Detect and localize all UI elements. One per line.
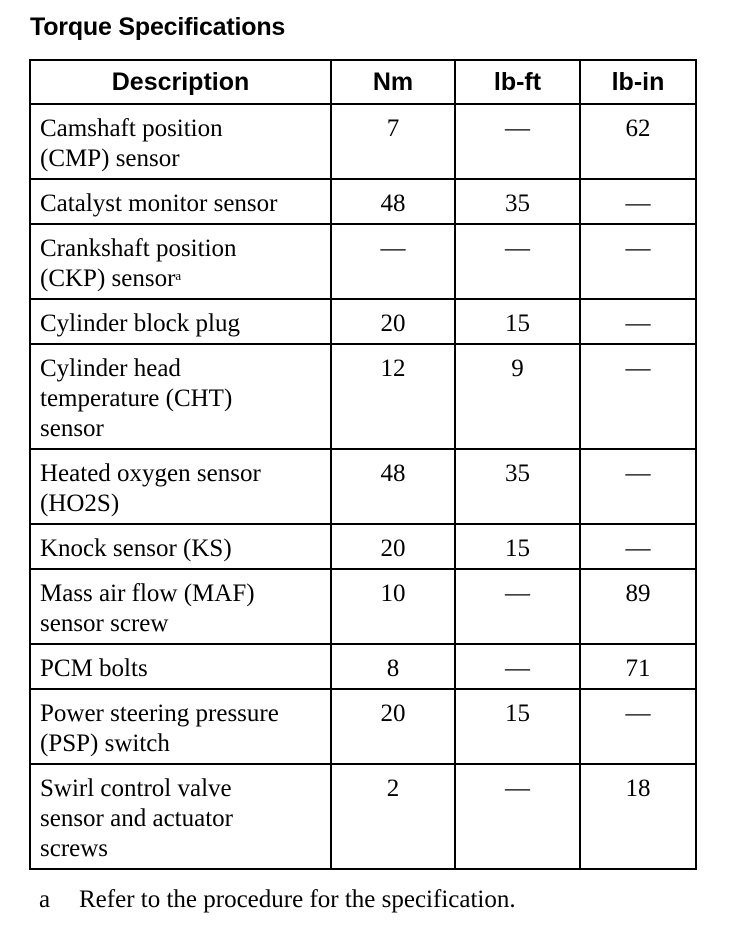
table-row xyxy=(30,299,696,344)
description-cell xyxy=(30,689,331,764)
description-cell xyxy=(30,344,331,449)
description-text: (CKP) sensor xyxy=(40,265,176,292)
table-row xyxy=(30,104,696,179)
description-text: Heated oxygen sensor xyxy=(40,460,261,487)
description-line xyxy=(40,609,326,639)
description-line xyxy=(40,189,326,219)
nm-cell: 48 xyxy=(331,449,455,524)
nm-cell: 10 xyxy=(331,569,455,644)
nm-cell: 8 xyxy=(331,644,455,689)
lbft-cell: 15 xyxy=(455,689,580,764)
table-row xyxy=(30,449,696,524)
description-line xyxy=(40,654,326,684)
description-line xyxy=(40,414,326,444)
description-line xyxy=(40,579,326,609)
column-header-nm: Nm xyxy=(331,60,455,104)
description-text: sensor xyxy=(40,415,104,442)
description-cell xyxy=(30,644,331,689)
description-text: Power steering pressure xyxy=(40,700,279,727)
description-line xyxy=(40,699,326,729)
table-row xyxy=(30,179,696,224)
table-row xyxy=(30,764,696,869)
description-line xyxy=(40,144,326,174)
description-text: Swirl control valve xyxy=(40,775,232,802)
column-header-lbft: lb-ft xyxy=(455,60,580,104)
lbin-cell: 71 xyxy=(580,644,696,689)
description-cell xyxy=(30,224,331,299)
lbft-cell: 9 xyxy=(455,344,580,449)
description-cell xyxy=(30,764,331,869)
description-line xyxy=(40,264,326,294)
lbft-cell: 35 xyxy=(455,179,580,224)
nm-cell: 2 xyxy=(331,764,455,869)
description-cell xyxy=(30,569,331,644)
description-line xyxy=(40,384,326,414)
column-header-description: Description xyxy=(30,60,331,104)
description-line xyxy=(40,489,326,519)
lbin-cell: 89 xyxy=(580,569,696,644)
lbin-cell: — xyxy=(580,689,696,764)
description-text: Mass air flow (MAF) xyxy=(40,580,255,607)
table-row xyxy=(30,224,696,299)
table-row xyxy=(30,689,696,764)
lbin-cell: — xyxy=(580,299,696,344)
lbft-cell: — xyxy=(455,224,580,299)
description-cell xyxy=(30,299,331,344)
description-text: Cylinder block plug xyxy=(40,310,240,337)
table-row xyxy=(30,644,696,689)
footnote xyxy=(39,886,516,914)
description-text: temperature (CHT) xyxy=(40,385,233,412)
lbin-cell: — xyxy=(580,449,696,524)
table-row xyxy=(30,524,696,569)
description-text: Cylinder head xyxy=(40,355,181,382)
lbin-cell: — xyxy=(580,344,696,449)
description-line xyxy=(40,114,326,144)
header-row xyxy=(30,60,696,104)
description-text: (PSP) switch xyxy=(40,730,170,757)
lbin-cell: — xyxy=(580,224,696,299)
lbft-cell: 35 xyxy=(455,449,580,524)
table-body xyxy=(30,104,696,869)
description-text: Crankshaft position xyxy=(40,235,237,262)
description-line xyxy=(40,534,326,564)
description-cell xyxy=(30,104,331,179)
nm-cell: — xyxy=(331,224,455,299)
description-text: sensor screw xyxy=(40,610,169,637)
lbft-cell: — xyxy=(455,104,580,179)
footnote-mark: a xyxy=(39,886,51,913)
description-line xyxy=(40,459,326,489)
lbft-cell: — xyxy=(455,569,580,644)
page-title: Torque Specifications xyxy=(30,13,286,41)
footnote-text: Refer to the procedure for the specification. xyxy=(79,886,516,913)
lbin-cell: — xyxy=(580,179,696,224)
description-text: PCM bolts xyxy=(40,655,148,682)
lbin-cell: — xyxy=(580,524,696,569)
description-line xyxy=(40,309,326,339)
footnote-reference: a xyxy=(175,268,182,283)
column-header-lbin: lb-in xyxy=(580,60,696,104)
description-cell xyxy=(30,524,331,569)
lbft-cell: 15 xyxy=(455,524,580,569)
description-text: sensor and actuator xyxy=(40,805,233,832)
description-line xyxy=(40,774,326,804)
description-text: (HO2S) xyxy=(40,490,120,517)
description-text: Camshaft position xyxy=(40,115,223,142)
description-line xyxy=(40,354,326,384)
table-row xyxy=(30,344,696,449)
description-line xyxy=(40,729,326,759)
description-cell xyxy=(30,179,331,224)
lbft-cell: — xyxy=(455,644,580,689)
torque-spec-table xyxy=(29,59,697,870)
description-text: Catalyst monitor sensor xyxy=(40,190,278,217)
lbft-cell: — xyxy=(455,764,580,869)
nm-cell: 20 xyxy=(331,299,455,344)
nm-cell: 7 xyxy=(331,104,455,179)
description-line xyxy=(40,804,326,834)
lbin-cell: 18 xyxy=(580,764,696,869)
table-row xyxy=(30,569,696,644)
description-cell xyxy=(30,449,331,524)
description-text: screws xyxy=(40,835,109,862)
lbft-cell: 15 xyxy=(455,299,580,344)
description-line xyxy=(40,234,326,264)
nm-cell: 12 xyxy=(331,344,455,449)
nm-cell: 48 xyxy=(331,179,455,224)
nm-cell: 20 xyxy=(331,689,455,764)
nm-cell: 20 xyxy=(331,524,455,569)
lbin-cell: 62 xyxy=(580,104,696,179)
description-line xyxy=(40,834,326,864)
description-text: Knock sensor (KS) xyxy=(40,535,232,562)
description-text: (CMP) sensor xyxy=(40,145,180,172)
